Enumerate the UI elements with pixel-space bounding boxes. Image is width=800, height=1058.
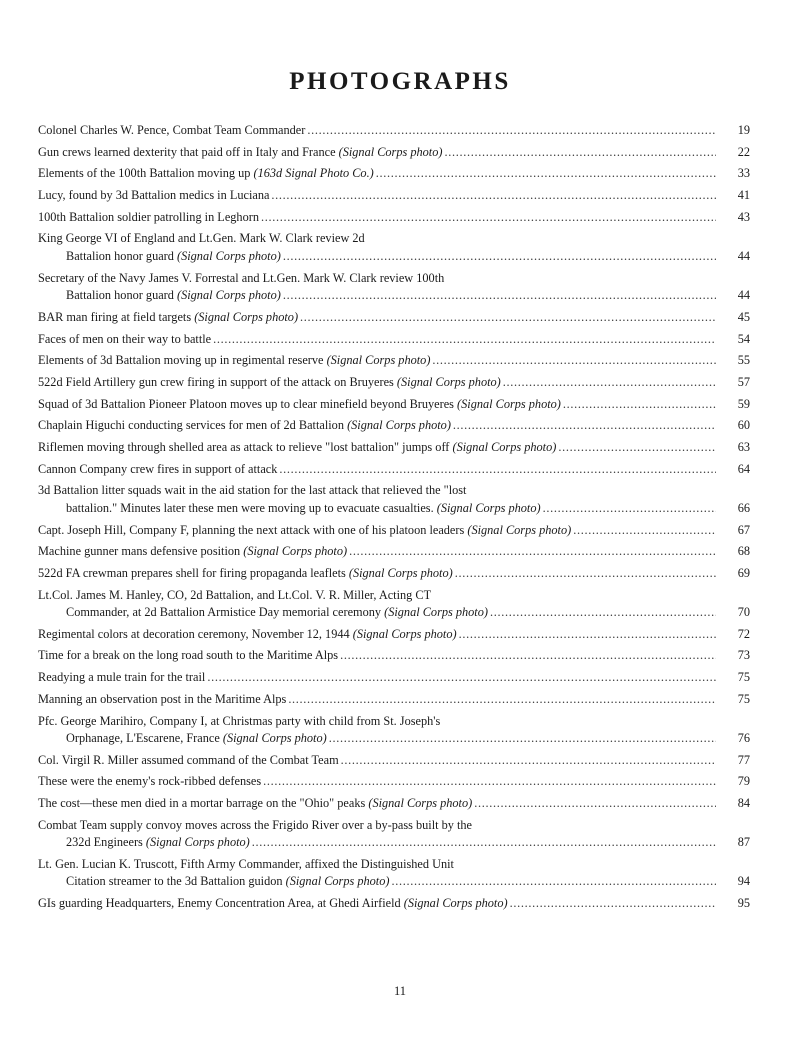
caption-text: 100th Battalion soldier patrolling in Leghorn	[38, 209, 259, 224]
dot-leader	[391, 873, 716, 891]
photo-credit: (Signal Corps photo)	[222, 731, 327, 745]
entry-continuation-line	[38, 730, 750, 748]
entry-line	[38, 461, 750, 479]
photo-credit: (Signal Corps photo)	[457, 396, 561, 411]
caption-text: battalion." Minutes later these men were moving up to evacuate casualties.	[66, 500, 437, 515]
dot-leader	[207, 669, 716, 687]
entry-page-number: 75	[737, 691, 750, 706]
entry-page-number: 57	[737, 374, 750, 389]
dot-leader	[503, 374, 716, 392]
caption-text: Regimental colors at decoration ceremony, November 12, 1944	[38, 626, 353, 641]
caption-text: GIs guarding Headquarters, Enemy Concentration Area, at Ghedi Airfield	[38, 896, 404, 911]
entry-text	[38, 396, 561, 414]
caption-text: Lt.Col. James M. Hanley, CO, 2d Battalion, and Lt.Col. V. R. Miller, Acting CT	[38, 587, 432, 602]
caption-text: Time for a break on the long road south to the Maritime Alps	[38, 648, 339, 663]
caption-text: Elements of 3d Battalion moving up in regimental reserve	[38, 353, 327, 368]
entry-text	[38, 374, 501, 392]
entry-text	[38, 165, 374, 183]
caption-text: 522d Field Artillery gun crew firing in support of the attack on Bruyeres	[38, 374, 397, 389]
dot-leader	[573, 522, 716, 540]
photo-credit: (Signal Corps photo)	[352, 626, 457, 641]
entry-line	[38, 626, 750, 644]
dot-leader	[271, 187, 716, 205]
photo-entry	[38, 752, 750, 770]
entry-page-number: 73	[737, 648, 750, 663]
entry-line	[38, 309, 750, 327]
entry-text	[38, 187, 269, 205]
dot-leader	[279, 461, 716, 479]
dot-leader	[376, 165, 716, 183]
entry-text	[38, 669, 205, 687]
entry-page-number: 70	[737, 605, 750, 620]
entry-page-number: 43	[737, 209, 750, 224]
entry-continuation-line	[38, 873, 750, 891]
entry-page-number: 64	[737, 461, 750, 476]
photo-list	[38, 122, 750, 917]
page-title: PHOTOGRAPHS	[289, 68, 511, 95]
entry-page-number: 63	[737, 439, 750, 454]
caption-text: The cost—these men died in a mortar barrage on the "Ohio" peaks	[38, 796, 369, 811]
entry-text	[38, 856, 454, 874]
entry-line	[38, 331, 750, 349]
caption-text: Commander, at 2d Battalion Armistice Day memorial ceremony	[66, 605, 385, 620]
photo-credit: (Signal Corps photo)	[285, 874, 390, 889]
entry-line	[38, 209, 750, 227]
dot-leader	[490, 604, 716, 622]
photo-credit: (Signal Corps photo)	[177, 248, 281, 263]
caption-text: Squad of 3d Battalion Pioneer Platoon moves up to clear minefield beyond Bruyeres	[38, 396, 458, 411]
entry-line	[38, 647, 750, 665]
entry-line	[38, 522, 750, 540]
entry-line	[38, 396, 750, 414]
photo-credit: (Signal Corps photo)	[368, 796, 473, 811]
entry-line	[38, 856, 750, 874]
dot-leader	[307, 122, 716, 140]
dot-leader	[432, 352, 716, 370]
entry-text	[38, 439, 556, 457]
dot-leader	[261, 209, 716, 227]
entry-page-number: 95	[737, 896, 750, 911]
entry-text	[38, 795, 472, 813]
caption-text: Col. Virgil R. Miller assumed command of the Combat Team	[38, 752, 339, 767]
entry-text	[38, 461, 277, 479]
photo-entry	[38, 587, 750, 622]
photo-entry	[38, 795, 750, 813]
photo-entry	[38, 122, 750, 140]
entry-page-number: 72	[737, 626, 750, 641]
entry-page-number: 67	[737, 522, 750, 537]
entry-text	[38, 626, 457, 644]
entry-page-number: 84	[737, 796, 750, 811]
entry-line	[38, 773, 750, 791]
caption-text: Faces of men on their way to battle	[38, 331, 212, 346]
entry-text	[66, 604, 488, 622]
caption-text: Capt. Joseph Hill, Company F, planning the next attack with one of his platoon leaders	[38, 522, 468, 537]
caption-text: Pfc. George Marihiro, Company I, at Christmas party with child from St. Joseph's	[38, 713, 441, 728]
photo-entry	[38, 647, 750, 665]
entry-text	[38, 331, 211, 349]
photo-entry	[38, 543, 750, 561]
dot-leader	[563, 396, 716, 414]
dot-leader	[444, 144, 716, 162]
entry-text	[38, 352, 430, 370]
photo-entry	[38, 482, 750, 517]
entry-text	[38, 565, 453, 583]
caption-text: Colonel Charles W. Pence, Combat Team Commander	[38, 123, 306, 137]
photo-entry	[38, 352, 750, 370]
photo-credit: (Signal Corps photo)	[243, 544, 348, 559]
entry-continuation-line	[38, 500, 750, 518]
caption-text: Lt. Gen. Lucian K. Truscott, Fifth Army Commander, affixed the Distinguished Unit	[38, 856, 454, 871]
entry-line	[38, 669, 750, 687]
photo-credit: (Signal Corps photo)	[177, 288, 281, 303]
entry-text	[66, 873, 389, 891]
entry-text	[38, 587, 431, 605]
photo-entry	[38, 773, 750, 791]
caption-text: These were the enemy's rock-ribbed defenses	[38, 774, 262, 789]
photo-credit: (Signal Corps photo)	[452, 439, 557, 454]
entry-line	[38, 482, 750, 500]
entry-page-number: 22	[737, 144, 750, 159]
photo-entry	[38, 374, 750, 392]
entry-text	[38, 482, 466, 500]
entry-continuation-line	[38, 287, 750, 305]
photo-entry	[38, 144, 750, 162]
entry-text	[66, 834, 250, 852]
entry-text	[66, 248, 281, 266]
entry-continuation-line	[38, 834, 750, 852]
entry-page-number: 33	[737, 166, 750, 181]
photo-credit: (Signal Corps photo)	[145, 835, 250, 850]
photo-credit: (Signal Corps photo)	[467, 522, 572, 537]
caption-text: Lucy, found by 3d Battalion medics in Luciana	[38, 188, 270, 203]
entry-page-number: 66	[737, 500, 750, 515]
caption-text: King George VI of England and Lt.Gen. Mark W. Clark review 2d	[38, 231, 365, 246]
dot-leader	[459, 626, 716, 644]
photo-entry	[38, 331, 750, 349]
entry-text	[38, 817, 472, 835]
entry-page-number: 68	[737, 544, 750, 559]
photo-entry	[38, 626, 750, 644]
dot-leader	[510, 895, 716, 913]
photo-entry	[38, 309, 750, 327]
dot-leader	[340, 647, 716, 665]
entry-line	[38, 165, 750, 183]
caption-text: Cannon Company crew fires in support of attack	[38, 461, 278, 476]
entry-line	[38, 587, 750, 605]
entry-text	[38, 713, 440, 731]
entry-text	[38, 691, 286, 709]
caption-text: Riflemen moving through shelled area as attack to relieve "lost battalion" jumps off	[38, 439, 453, 454]
entry-line	[38, 817, 750, 835]
entry-line	[38, 713, 750, 731]
entry-text	[38, 543, 347, 561]
dot-leader	[263, 773, 716, 791]
entry-page-number: 45	[737, 309, 750, 324]
entry-line	[38, 691, 750, 709]
entry-page-number: 87	[737, 835, 750, 850]
photo-entry	[38, 713, 750, 748]
entry-text	[38, 209, 259, 227]
entry-text	[38, 122, 305, 140]
dot-leader	[252, 834, 716, 852]
entry-text	[38, 647, 338, 665]
photo-credit: (Signal Corps photo)	[403, 896, 508, 911]
entry-text	[38, 230, 365, 248]
entry-line	[38, 270, 750, 288]
entry-line	[38, 543, 750, 561]
dot-leader	[341, 752, 716, 770]
entry-line	[38, 439, 750, 457]
entry-page-number: 76	[737, 731, 750, 745]
photo-entry	[38, 856, 750, 891]
entry-page-number: 75	[737, 670, 750, 685]
caption-text: Combat Team supply convoy moves across the Frigido River over a by-pass built by the	[38, 817, 473, 832]
entry-page-number: 44	[737, 248, 750, 263]
caption-text: Secretary of the Navy James V. Forrestal and Lt.Gen. Mark W. Clark review 100th	[38, 270, 445, 285]
photo-credit: (Signal Corps photo)	[347, 418, 451, 433]
entry-text	[38, 417, 451, 435]
caption-text: Gun crews learned dexterity that paid off in Italy and France	[38, 144, 339, 159]
photo-entry	[38, 461, 750, 479]
photo-entry	[38, 270, 750, 305]
entry-page-number: 69	[737, 565, 750, 580]
dot-leader	[349, 543, 716, 561]
caption-text: Chaplain Higuchi conducting services for men of 2d Battalion	[38, 418, 348, 433]
caption-text: Readying a mule train for the trail	[38, 670, 206, 685]
caption-text: 3d Battalion litter squads wait in the aid station for the last attack that relieved the "lost	[38, 483, 467, 498]
dot-leader	[474, 795, 716, 813]
dot-leader	[558, 439, 716, 457]
photo-entry	[38, 895, 750, 913]
photo-entry	[38, 565, 750, 583]
page-number: 11	[393, 984, 407, 998]
entry-continuation-line	[38, 248, 750, 266]
caption-text: 522d FA crewman prepares shell for firing propaganda leaflets	[38, 565, 349, 580]
entry-text	[38, 752, 339, 770]
photo-credit: (163d Signal Photo Co.)	[253, 166, 374, 181]
entry-page-number: 79	[737, 774, 750, 789]
dot-leader	[283, 248, 716, 266]
dot-leader	[213, 331, 716, 349]
entry-text	[38, 270, 444, 288]
photo-credit: (Signal Corps photo)	[326, 353, 431, 368]
photo-entry	[38, 439, 750, 457]
caption-text: Citation streamer to the 3d Battalion guidon	[66, 874, 286, 889]
photo-credit: (Signal Corps photo)	[194, 309, 299, 324]
dot-leader	[455, 565, 716, 583]
dot-leader	[543, 500, 716, 518]
entry-text	[38, 773, 261, 791]
photo-entry	[38, 817, 750, 852]
photo-credit: (Signal Corps photo)	[338, 144, 443, 159]
photo-entry	[38, 522, 750, 540]
entry-line	[38, 374, 750, 392]
entry-page-number: 77	[737, 752, 750, 767]
dot-leader	[329, 730, 716, 748]
caption-text: Battalion honor guard	[66, 248, 177, 263]
entry-page-number: 44	[737, 288, 750, 303]
photo-credit: (Signal Corps photo)	[384, 605, 488, 620]
caption-text: Manning an observation post in the Maritime Alps	[38, 691, 287, 706]
photo-entry	[38, 669, 750, 687]
photo-credit: (Signal Corps photo)	[396, 374, 501, 389]
entry-text	[38, 144, 442, 162]
entry-line	[38, 187, 750, 205]
entry-page-number: 59	[737, 396, 750, 411]
entry-line	[38, 230, 750, 248]
entry-line	[38, 565, 750, 583]
caption-text: Elements of the 100th Battalion moving up	[38, 166, 254, 181]
caption-text: Machine gunner mans defensive position	[38, 544, 244, 559]
entry-page-number: 94	[737, 874, 750, 889]
photo-entry	[38, 165, 750, 183]
entry-text	[66, 287, 281, 305]
entry-page-number: 19	[737, 123, 750, 137]
entry-text	[38, 522, 571, 540]
caption-text: BAR man firing at field targets	[38, 309, 195, 324]
entry-line	[38, 122, 750, 140]
entry-continuation-line	[38, 604, 750, 622]
caption-text: Orphanage, L'Escarene, France	[66, 731, 223, 745]
entry-line	[38, 144, 750, 162]
caption-text: Battalion honor guard	[66, 288, 177, 303]
entry-page-number: 55	[737, 353, 750, 368]
entry-line	[38, 795, 750, 813]
entry-text	[66, 500, 541, 518]
photo-entry	[38, 187, 750, 205]
entry-line	[38, 417, 750, 435]
photo-credit: (Signal Corps photo)	[436, 500, 541, 515]
photo-entry	[38, 396, 750, 414]
entry-page-number: 60	[737, 418, 750, 433]
dot-leader	[283, 287, 716, 305]
entry-page-number: 41	[737, 188, 750, 203]
entry-line	[38, 752, 750, 770]
dot-leader	[288, 691, 716, 709]
caption-text: 232d Engineers	[66, 835, 146, 850]
entry-text	[38, 309, 298, 327]
entry-text	[66, 730, 327, 748]
photo-entry	[38, 691, 750, 709]
photo-entry	[38, 209, 750, 227]
photo-credit: (Signal Corps photo)	[348, 565, 453, 580]
dot-leader	[300, 309, 716, 327]
dot-leader	[453, 417, 716, 435]
entry-line	[38, 895, 750, 913]
entry-text	[38, 895, 508, 913]
entry-line	[38, 352, 750, 370]
entry-page-number: 54	[737, 331, 750, 346]
photo-entry	[38, 230, 750, 265]
photo-entry	[38, 417, 750, 435]
